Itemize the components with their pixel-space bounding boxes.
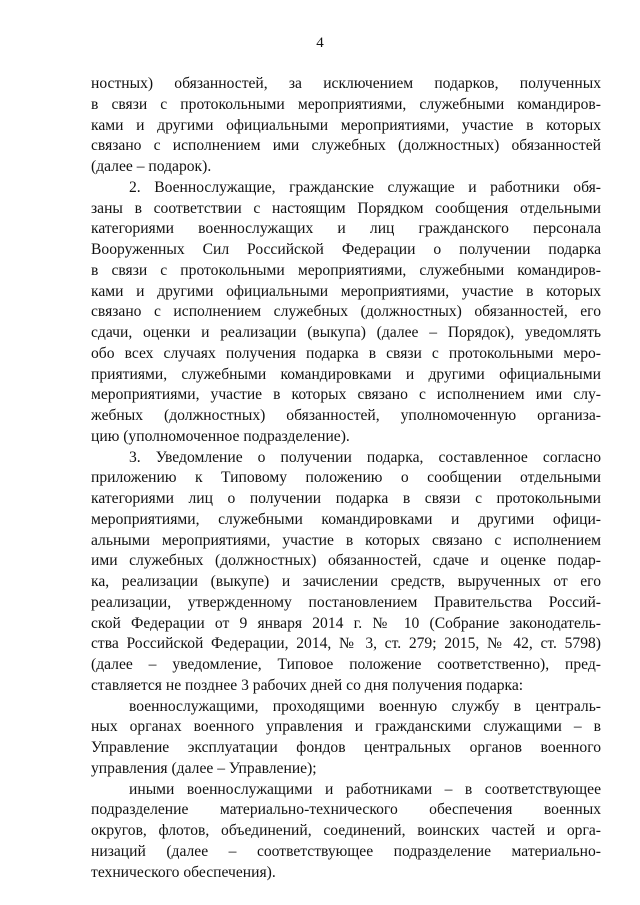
text-line: обо всех случаях получения подарка в связи с протокольными меро- — [91, 344, 601, 362]
text-line: низаций (далее – соответствующее подразделение материально- — [91, 842, 601, 860]
text-line: связано с исполнением служебных (должностных) обязанностей, его — [91, 303, 601, 321]
page-number: 4 — [316, 35, 324, 51]
text-line: Управление эксплуатации фондов центральных органов военного — [91, 739, 601, 756]
text-line: ностных) обязанностей, за исключением подарков, полученных — [91, 75, 601, 92]
text-line: жебных (должностных) обязанностей, уполномоченную организа- — [91, 407, 601, 424]
paragraph-central-bodies — [91, 697, 601, 780]
text-line: альными мероприятиями, участие в которых связано с исполнением — [91, 531, 601, 549]
paragraph-other-servicemen — [91, 780, 601, 884]
text-line: категориями военнослужащих и лиц гражданского персонала — [91, 220, 601, 238]
text-line: заны в соответствии с настоящим Порядком сообщения отдельными — [91, 199, 601, 217]
text-line: мероприятиями, участие в которых связано с исполнением ими слу- — [91, 386, 601, 404]
text-line: мероприятиями, служебными командировками и другими офици- — [91, 510, 601, 528]
text-line: цию (уполномоченное подразделение). — [91, 427, 350, 445]
text-line: сдачи, оценки и реализации (выкупа) (далее – Порядок), уведомлять — [91, 324, 601, 341]
text-line: ими служебных (должностных) обязанностей, сдаче и оценке подар- — [91, 552, 601, 570]
text-line: категориями лиц о получении подарка в связи с протокольными — [91, 490, 601, 507]
text-line: связано с исполнением ими служебных (должностных) обязанностей — [91, 137, 601, 155]
text-line: 2. Военнослужащие, гражданские служащие и работники обя- — [129, 178, 601, 196]
text-line: ками и другими официальными мероприятиями, участие в которых — [91, 282, 601, 300]
text-line: в связи с протокольными мероприятиями, служебными командиров- — [91, 95, 601, 113]
text-line: ства Российской Федерации, 2014, № 3, ст. 279; 2015, № 42, ст. 5798) — [91, 635, 601, 653]
text-line: управления (далее – Управление); — [91, 759, 317, 777]
text-line: (далее – подарок). — [91, 158, 212, 175]
text-line: военнослужащими, проходящими военную службу в централь- — [129, 697, 601, 715]
paragraph-continuation — [91, 74, 601, 178]
text-line: ставляется не позднее 3 рабочих дней со дня получения подарка: — [91, 676, 524, 694]
text-line: ской Федерации от 9 января 2014 г. № 10 (Собрание законодатель- — [91, 614, 601, 632]
paragraph-item-2 — [91, 178, 601, 448]
text-line: в связи с протокольными мероприятиями, служебными командиров- — [91, 261, 601, 279]
text-line: ками и другими официальными мероприятиями, участие в которых — [91, 116, 601, 134]
text-line: реализации, утвержденному постановлением Правительства Россий- — [91, 593, 601, 611]
document-body — [91, 74, 601, 883]
text-line: Вооруженных Сил Российской Федерации о получении подарка — [91, 241, 601, 258]
text-line: приятиями, служебными командировками и другими официальными — [91, 365, 601, 383]
text-line: ка, реализации (выкупе) и зачислении средств, вырученных от его — [91, 573, 601, 590]
text-line: округов, флотов, объединений, соединений, воинских частей и орга- — [91, 822, 601, 839]
text-line: технического обеспечения). — [91, 863, 276, 881]
text-line: (далее – уведомление, Типовое положение соответственно), пред- — [91, 656, 601, 673]
text-line: 3. Уведомление о получении подарка, составленное согласно — [129, 448, 601, 466]
text-line: подразделение материально-технического обеспечения военных — [91, 801, 601, 819]
text-line: приложению к Типовому положению о сообщении отдельными — [91, 469, 601, 487]
text-line: ных органах военного управления и гражданскими служащими – в — [91, 718, 601, 736]
text-line: иными военнослужащими и работниками – в соответствующее — [129, 780, 601, 798]
paragraph-item-3 — [91, 448, 601, 697]
